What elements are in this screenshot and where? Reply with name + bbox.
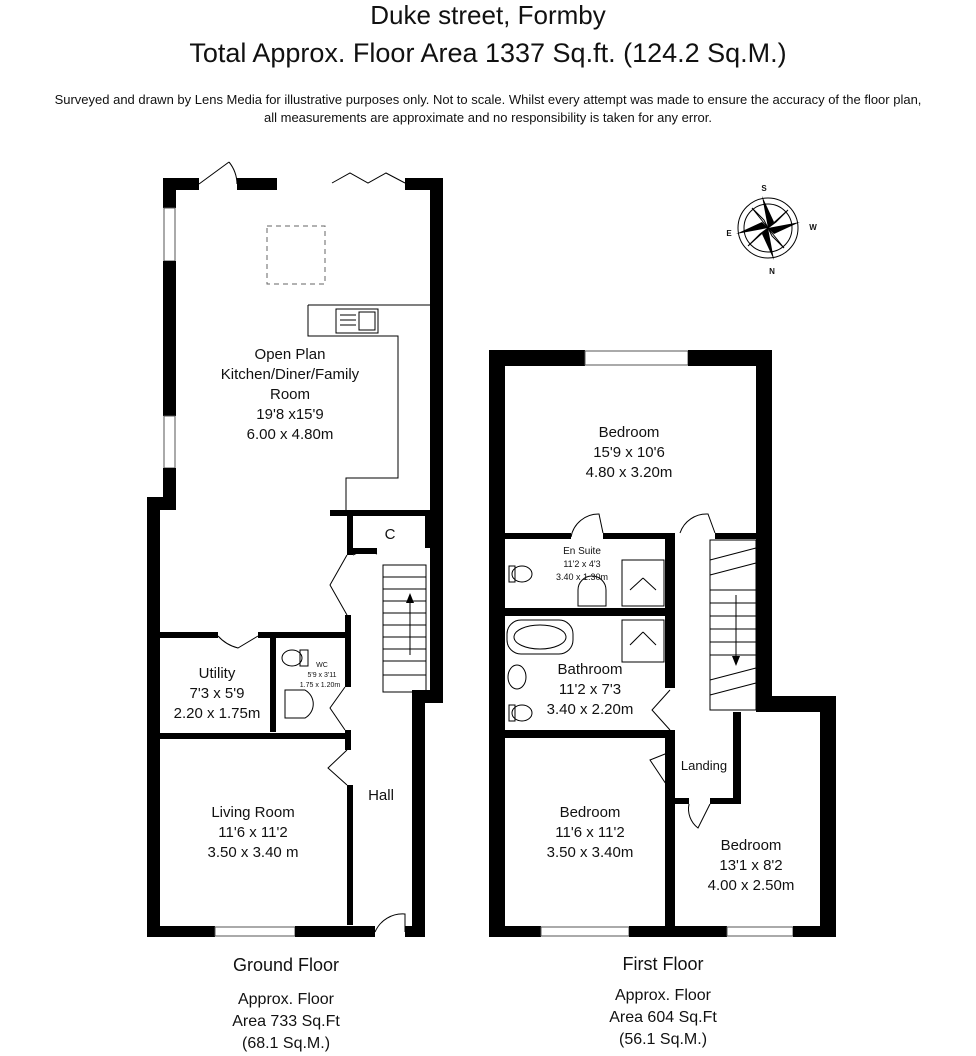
ground-floor-stairs <box>383 565 426 692</box>
total-area: Total Approx. Floor Area 1337 Sq.ft. (124.2 Sq.M.) <box>189 38 787 68</box>
cupboard-label: C <box>384 526 396 543</box>
open-plan-imperial: 19'8 x15'9 <box>256 406 324 423</box>
wc-imperial: 5'9 x 3'11 <box>307 672 337 679</box>
bedroom-top-name: Bedroom <box>598 424 660 441</box>
bathroom-metric: 3.40 x 2.20m <box>546 701 634 718</box>
ground-floor-area-3: (68.1 Sq.M.) <box>241 1035 331 1052</box>
ground-floor-area-1: Approx. Floor <box>237 991 335 1008</box>
bathroom-imperial: 11'2 x 7'3 <box>558 681 622 698</box>
utility-name: Utility <box>198 665 236 682</box>
bedroom-right-imperial: 13'1 x 8'2 <box>719 857 783 874</box>
first-floor-area-1: Approx. Floor <box>614 987 712 1004</box>
wc-toilet <box>282 650 302 666</box>
bathroom-basin <box>508 665 526 689</box>
ground-floor-area-2: Area 733 Sq.Ft <box>232 1013 340 1030</box>
compass-n: N <box>769 267 775 276</box>
wc-metric: 1.75 x 1.20m <box>299 682 341 689</box>
open-plan-label-2: Kitchen/Diner/Family <box>220 366 360 383</box>
bedroom-right-metric: 4.00 x 2.50m <box>707 877 795 894</box>
skylight <box>267 226 325 284</box>
ground-floor-walls <box>147 178 443 937</box>
first-floor-area-3: (56.1 Sq.M.) <box>618 1031 708 1048</box>
compass-e: E <box>726 229 732 238</box>
bedroom-top-imperial: 15'9 x 10'6 <box>593 444 665 461</box>
open-plan-label-3: Room <box>269 386 311 403</box>
ground-floor-plan <box>147 162 443 1052</box>
kitchen-sink <box>336 309 378 333</box>
bedroom-right-name: Bedroom <box>720 837 782 854</box>
first-floor-title: First Floor <box>622 954 704 974</box>
landing-label: Landing <box>680 758 728 773</box>
first-floor-area-2: Area 604 Sq.Ft <box>609 1009 717 1026</box>
ground-floor-title: Ground Floor <box>232 955 340 975</box>
plan-title: Duke street, Formby <box>370 0 606 30</box>
hall-label: Hall <box>368 787 394 804</box>
utility-imperial: 7'3 x 5'9 <box>189 685 245 702</box>
wc-name: WC <box>316 662 328 669</box>
bedroom-top-metric: 4.80 x 3.20m <box>585 464 673 481</box>
first-floor-walls <box>489 350 836 937</box>
bathroom-name: Bathroom <box>557 661 623 678</box>
compass-w: W <box>809 223 817 232</box>
disclaimer-line-2: all measurements are approximate and no responsibility is taken for any error. <box>264 110 712 125</box>
bathroom-shower <box>622 620 664 662</box>
disclaimer-line-1: Surveyed and drawn by Lens Media for illustrative purposes only. Not to scale. Whilst every attempt was made to ensure the accuracy of the floor plan, <box>54 92 922 107</box>
compass-rose-icon <box>726 184 817 276</box>
utility-metric: 2.20 x 1.75m <box>173 705 261 722</box>
en-suite-metric: 3.40 x 1.30m <box>555 572 609 582</box>
first-floor-stairs <box>710 540 756 710</box>
bedroom-left-imperial: 11'6 x 11'2 <box>555 824 625 841</box>
en-suite-shower <box>622 560 664 606</box>
living-room-imperial: 11'6 x 11'2 <box>218 824 288 841</box>
en-suite-name: En Suite <box>563 546 601 557</box>
open-plan-metric: 6.00 x 4.80m <box>246 426 334 443</box>
en-suite-imperial: 11'2 x 4'3 <box>563 559 601 569</box>
compass-s: S <box>761 184 767 193</box>
wc-basin <box>285 690 313 718</box>
open-plan-label-1: Open Plan <box>254 346 326 363</box>
bedroom-left-name: Bedroom <box>559 804 621 821</box>
bedroom-left-metric: 3.50 x 3.40m <box>546 844 634 861</box>
first-floor-plan <box>489 350 836 1048</box>
living-room-metric: 3.50 x 3.40 m <box>207 844 299 861</box>
living-room-name: Living Room <box>211 804 295 821</box>
